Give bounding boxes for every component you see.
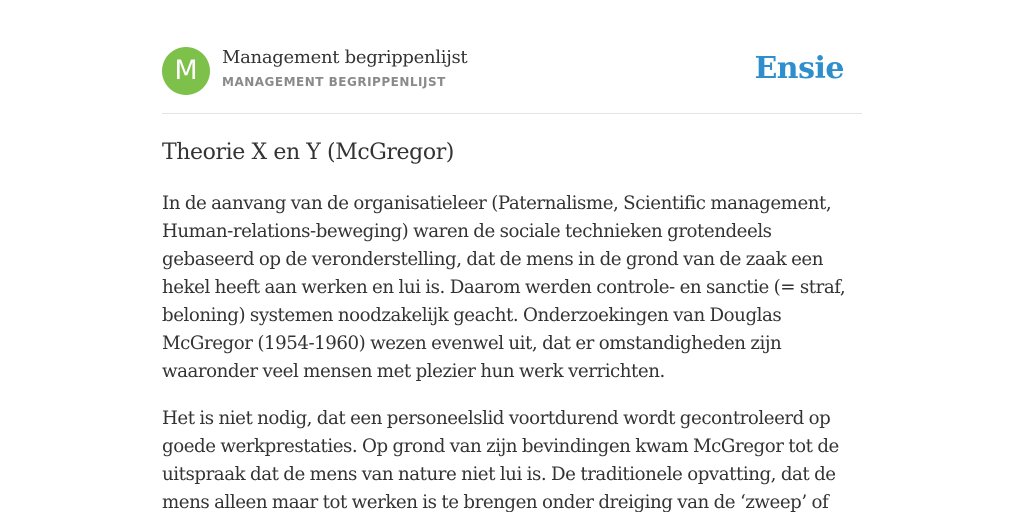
site-subtitle[interactable]: MANAGEMENT BEGRIPPENLIJST <box>222 75 446 89</box>
article-title: Theorie X en Y (McGregor) <box>162 140 454 165</box>
divider <box>162 113 862 114</box>
brand-logo[interactable]: Ensie <box>754 51 844 86</box>
avatar[interactable]: M <box>162 47 210 95</box>
page <box>162 0 862 512</box>
paragraph: In de aanvang van de organisatieleer (Paternalisme, Scientific management, Human-relations-beweging) waren de sociale technieken grotendeels gebaseerd op de veronderstelling, dat de mens in de grond van de zaak een hekel heeft aan werken en lui is. Daarom werden controle- en sanctie (= straf, beloning) systemen noodzakelijk geacht. Onderzoekingen van Douglas McGregor (1954-1960) wezen evenwel uit, dat er omstandigheden zijn waaronder veel mensen met plezier hun werk verrichten. <box>162 193 846 382</box>
site-title[interactable]: Management begrippenlijst <box>222 47 468 68</box>
paragraph: Het is niet nodig, dat een personeelslid voortdurend wordt gecontroleerd op goede werkprestaties. Op grond van zijn bevindingen kwam McGregor tot de uitspraak dat de mens van nature niet lui is. De traditionele opvatting, dat de mens alleen maar tot werken is te brengen onder dreiging van de ‘zweep’ of <box>162 408 839 512</box>
header <box>162 46 862 96</box>
article-body <box>162 190 866 512</box>
